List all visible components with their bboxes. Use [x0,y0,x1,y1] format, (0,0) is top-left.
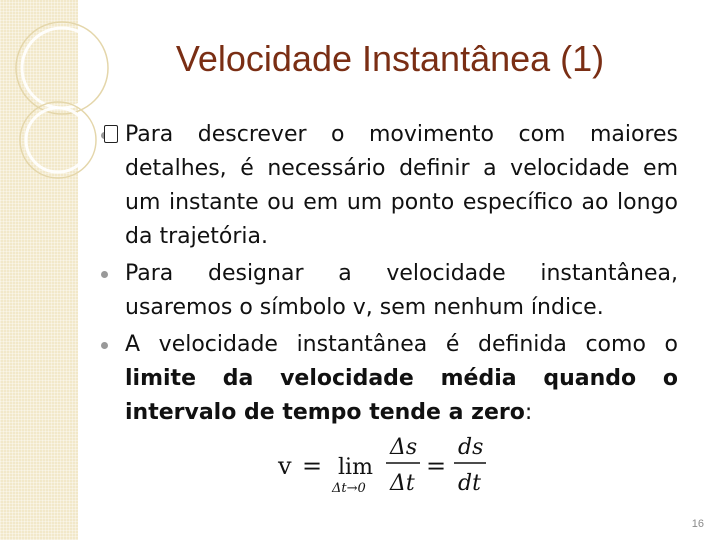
formula-frac2-denominator: dt [458,471,481,496]
formula-lim-subscript: Δt→0 [332,481,366,496]
slide-title: Velocidade Instantânea (1) [175,38,605,79]
bullet-text: Para designar a velocidade instantânea, usaremos o símbolo v, sem nenhum índice. [125,261,678,320]
velocity-formula [272,430,502,502]
bullet-item [98,257,678,325]
formula-equals-1: = [302,452,323,480]
bullet-text-suffix: : [524,400,533,425]
bullet-text-bold: limite da velocidade média quando o intervalo de tempo tende a zero [125,366,678,425]
page-number: 16 [691,518,704,530]
formula-equals-2: = [426,452,447,480]
formula-frac1-numerator: Δs [390,435,418,460]
formula-frac1-denominator: Δt [390,471,415,496]
bullet-text: Para descrever o movimento com maiores detalhes, é necessário definir a velocidade em um instante ou em um ponto específico ao longo da trajetória. [125,122,678,249]
formula-lim: lim [338,455,373,480]
missing-glyph-icon [104,125,118,143]
bullet-item [98,328,678,430]
bullet-item [98,118,678,254]
bullet-dot-icon [101,271,108,278]
bullet-list [98,118,678,433]
formula-frac2-numerator: ds [458,435,484,460]
bullet-text-prefix: A velocidade instantânea é definida como o [125,332,678,357]
formula-lhs: v [278,452,292,480]
bullet-dot-icon [101,342,108,349]
